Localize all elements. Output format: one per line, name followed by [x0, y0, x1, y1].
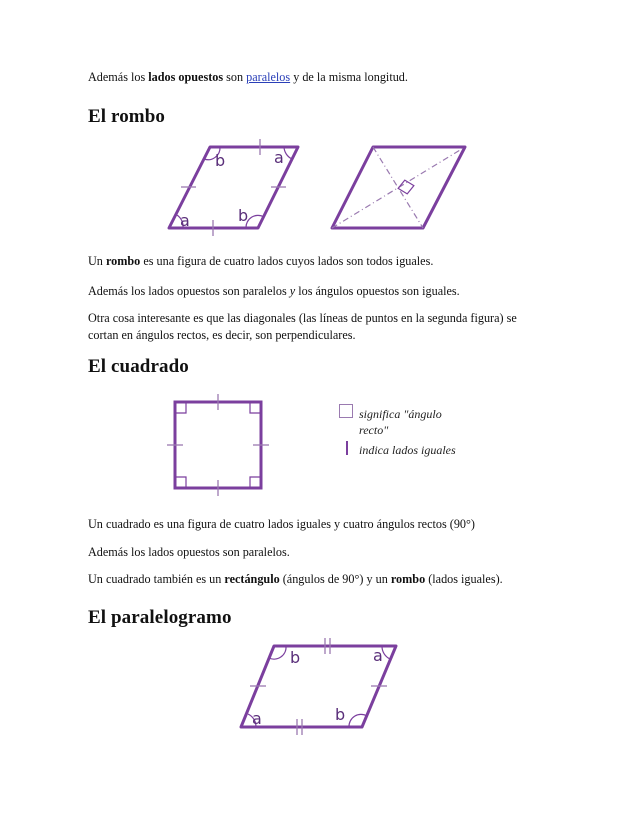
angle-label-a: a	[274, 148, 284, 167]
right-angle-marker	[250, 402, 261, 413]
rombo-heading: El rombo	[88, 106, 165, 127]
paralelos-link[interactable]: paralelos	[246, 70, 291, 84]
cuadrado-heading: El cuadrado	[88, 356, 189, 377]
text: Un	[88, 254, 106, 268]
square-shape	[175, 402, 261, 488]
text: (ángulos de 90°) y un	[279, 572, 391, 586]
rombo-paragraph-1	[88, 253, 433, 270]
cuadrado-paragraph-3	[88, 571, 503, 588]
right-angle-marker	[397, 179, 415, 196]
text: es una figura de cuatro lados cuyos lados son todos iguales.	[140, 254, 434, 268]
equal-sides-legend-text: indica lados iguales	[359, 443, 456, 457]
angle-label-b: b	[290, 648, 301, 667]
right-angle-legend-text	[359, 406, 442, 438]
rombo-paragraph-2	[88, 283, 460, 300]
right-angle-marker	[175, 477, 186, 488]
cuadrado-paragraph-2: Además los lados opuestos son paralelos.	[88, 545, 290, 559]
angle-label-b: b	[238, 206, 249, 225]
bold-term: rombo	[105, 254, 141, 268]
diagonal-line	[373, 147, 423, 228]
intro-paragraph	[88, 69, 408, 86]
intro-text: Además los	[88, 70, 149, 84]
angle-arc	[284, 147, 292, 159]
rhombus-angles-figure	[160, 135, 320, 235]
intro-bold: lados opuestos	[148, 70, 224, 84]
right-angle-marker	[175, 402, 186, 413]
intro-text-mid: son	[223, 70, 247, 84]
bold-term: rectángulo	[224, 572, 280, 586]
angle-label-a: a	[180, 211, 190, 230]
tick-legend-icon	[346, 441, 348, 455]
right-angle-legend-icon	[339, 404, 353, 418]
text-line: Otra cosa interesante es que las diagonales (las líneas de puntos en la segunda figura) se	[88, 311, 517, 325]
angle-label-b: b	[215, 151, 226, 170]
paralelogramo-heading: El paralelogramo	[88, 607, 232, 628]
angle-label-a: a	[373, 646, 383, 665]
rhombus-diagonals-figure	[318, 135, 478, 235]
text: los ángulos opuestos son iguales.	[295, 284, 460, 298]
text: Además los lados opuestos son paralelos	[88, 284, 290, 298]
angle-label-b: b	[335, 705, 346, 724]
bold-term: rombo	[390, 572, 426, 586]
text: (lados iguales).	[425, 572, 503, 586]
parallelogram-figure	[232, 634, 412, 744]
angle-arc	[382, 646, 390, 659]
italic-term: y	[289, 284, 296, 298]
right-angle-marker	[250, 477, 261, 488]
legend-line: recto"	[359, 423, 389, 437]
intro-text-end: y de la misma longitud.	[290, 70, 408, 84]
text-line: cortan en ángulos rectos, es decir, son perpendiculares.	[88, 328, 356, 342]
legend-line: significa "ángulo	[359, 407, 442, 421]
square-figure	[160, 390, 280, 500]
angle-label-a: a	[252, 709, 262, 728]
rombo-paragraph-3	[88, 310, 517, 344]
text: Un cuadrado también es un	[88, 572, 225, 586]
cuadrado-paragraph-1: Un cuadrado es una figura de cuatro lados iguales y cuatro ángulos rectos (90°)	[88, 517, 475, 531]
